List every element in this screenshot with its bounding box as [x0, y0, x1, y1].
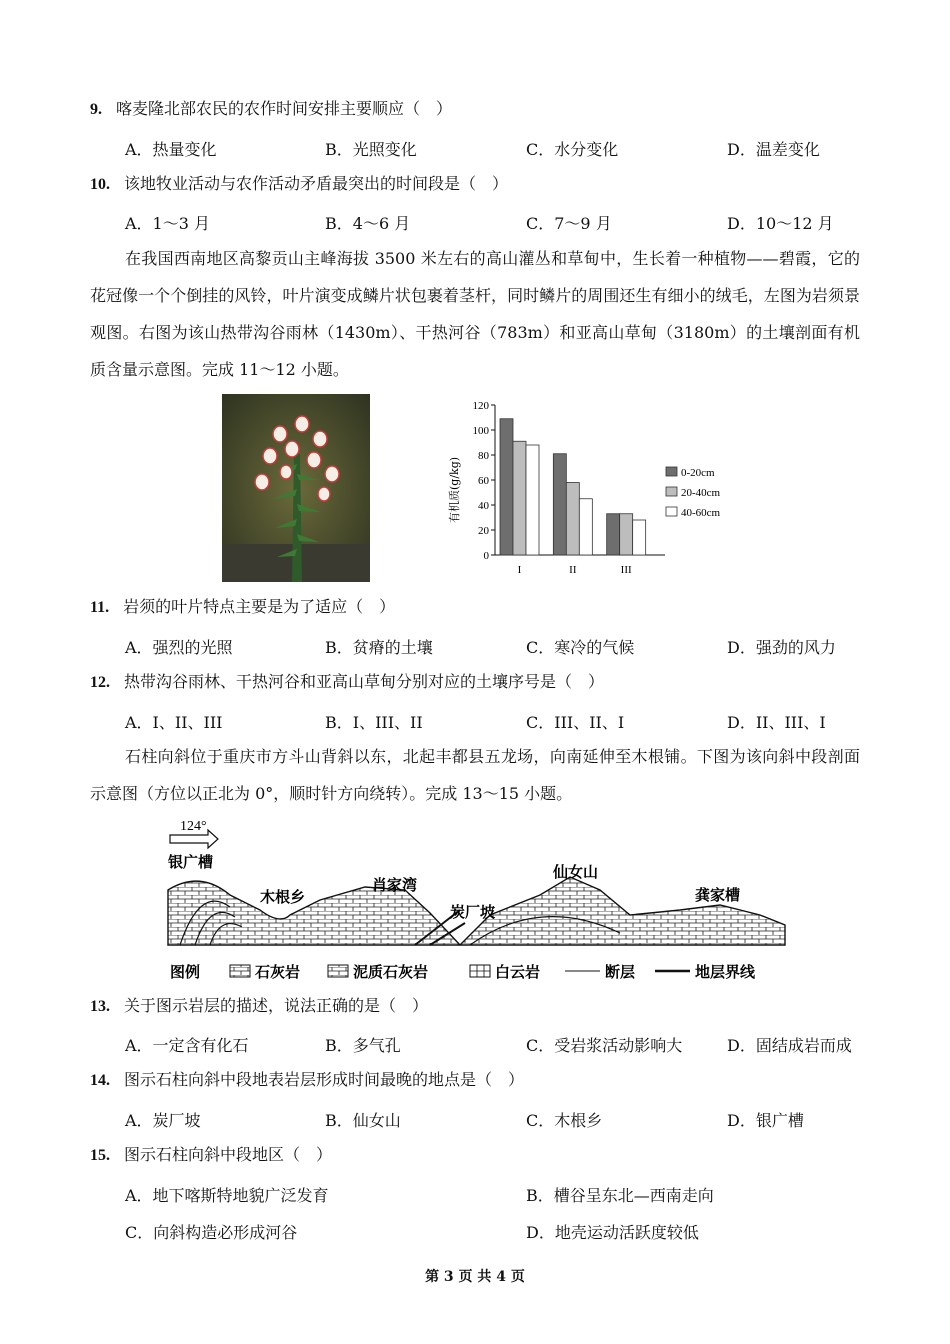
option-c[interactable]: C．向斜构造必形成河谷 [125, 1223, 298, 1242]
option-c[interactable]: C．7～9 月 [526, 214, 612, 233]
options-10 [125, 211, 865, 233]
soil-organic-matter-chart [440, 395, 740, 585]
place-label: 木根乡 [260, 888, 306, 906]
y-tick-label: 80 [478, 450, 489, 462]
question-text: 关于图示岩层的描述，说法正确的是（ ） [124, 996, 429, 1015]
option-c[interactable]: C．木根乡 [526, 1111, 603, 1130]
option-d[interactable]: D．强劲的风力 [727, 638, 836, 657]
bar-40-60cm [526, 445, 539, 555]
option-a[interactable]: A．一定含有化石 [125, 1036, 249, 1055]
option-a[interactable]: A．强烈的光照 [125, 638, 233, 657]
plant-photo [222, 394, 370, 582]
option-d[interactable]: D．地壳运动活跃度较低 [526, 1223, 699, 1242]
legend-swatch [666, 467, 677, 476]
bar-0-20cm [607, 514, 620, 555]
question-text: 该地牧业活动与农作活动矛盾最突出的时间段是（ ） [124, 174, 509, 193]
question-text: 热带沟谷雨林、干热河谷和亚高山草甸分别对应的土壤序号是（ ） [124, 672, 605, 691]
question-number: 9. [90, 101, 102, 118]
passage-plant: 在我国西南地区高黎贡山主峰海拔 3500 米左右的高山灌丛和草甸中，生长着一种植物——碧霞，它的花冠像一个个倒挂的风铃，叶片演变成鳞片状包裹着茎杆，同时鳞片的周围还生有细小的绒毛，左图为岩须景观图。右图为该山热带沟谷雨林（1430m）、干热河谷（783m）和亚高山草甸（3180m）的土壤剖面有机质含量示意图。完成 11～12 小题。 [90, 249, 860, 379]
options-12 [125, 710, 865, 732]
legend-label: 40-60cm [681, 507, 721, 519]
option-c[interactable]: C．III、II、I [526, 713, 625, 732]
option-d[interactable]: D．银广槽 [727, 1111, 804, 1130]
options-11 [125, 635, 865, 657]
option-b[interactable]: B．多气孔 [325, 1036, 401, 1055]
question-10 [90, 174, 508, 195]
bar-20-40cm [566, 483, 579, 556]
bar-20-40cm [620, 514, 633, 555]
bar-40-60cm [579, 499, 592, 555]
x-tick-label: II [569, 564, 577, 576]
bar-40-60cm [633, 520, 646, 555]
legend-item: 石灰岩 [255, 963, 301, 981]
bar-20-40cm [513, 441, 526, 555]
question-text: 岩须的叶片特点主要是为了适应（ ） [123, 597, 396, 616]
y-tick-label: 60 [478, 475, 489, 487]
y-tick-label: 120 [472, 400, 489, 412]
page-footer: 第 3 页 共 4 页 [425, 1269, 525, 1285]
options-15-row2 [125, 1220, 865, 1242]
question-text: 图示石柱向斜中段地表岩层形成时间最晚的地点是（ ） [124, 1070, 525, 1089]
question-14 [90, 1070, 524, 1091]
question-text: 喀麦隆北部农民的农作时间安排主要顺应（ ） [116, 99, 453, 118]
option-b[interactable]: B．贫瘠的土壤 [325, 638, 433, 657]
place-label: 龚家槽 [695, 886, 741, 904]
question-13 [90, 996, 428, 1017]
legend-title: 图例 [170, 963, 201, 981]
question-number: 12. [90, 674, 110, 691]
options-15-row1 [125, 1183, 865, 1205]
options-14 [125, 1108, 865, 1130]
option-a[interactable]: A．炭厂坡 [125, 1111, 201, 1130]
options-9 [125, 137, 865, 159]
place-label: 银广槽 [168, 853, 214, 871]
option-a[interactable]: A．I、II、III [125, 713, 223, 732]
question-15 [90, 1145, 332, 1166]
place-label: 肖家湾 [372, 876, 418, 894]
question-number: 14. [90, 1072, 110, 1089]
option-d[interactable]: D．II、III、I [727, 713, 826, 732]
option-c[interactable]: C．受岩浆活动影响大 [526, 1036, 683, 1055]
geologic-section-diagram [160, 815, 795, 990]
option-a[interactable]: A．1～3 月 [125, 214, 211, 233]
option-a[interactable]: A．热量变化 [125, 140, 217, 159]
option-c[interactable]: C．寒冷的气候 [526, 638, 635, 657]
place-label: 炭厂坡 [450, 903, 496, 921]
option-a[interactable]: A．地下喀斯特地貌广泛发育 [125, 1186, 329, 1205]
question-9 [90, 99, 452, 120]
legend-item: 断层 [605, 963, 636, 981]
legend-swatch [666, 507, 677, 516]
options-13 [125, 1033, 865, 1055]
bar-0-20cm [553, 454, 566, 555]
bar-0-20cm [500, 419, 513, 555]
azimuth-label: 124° [180, 819, 207, 834]
y-tick-label: 0 [483, 550, 489, 562]
legend-swatch [666, 487, 677, 496]
legend-label: 0-20cm [681, 467, 715, 479]
option-b[interactable]: B．仙女山 [325, 1111, 401, 1130]
option-b[interactable]: B．光照变化 [325, 140, 417, 159]
question-11 [90, 597, 395, 618]
question-number: 10. [90, 176, 110, 193]
question-number: 15. [90, 1147, 110, 1164]
x-tick-label: III [620, 564, 632, 576]
y-axis-label: 有机质(g/kg) [448, 456, 461, 524]
question-number: 13. [90, 998, 110, 1015]
y-tick-label: 100 [472, 425, 489, 437]
question-12 [90, 672, 604, 693]
option-d[interactable]: D．10～12 月 [727, 214, 834, 233]
y-tick-label: 20 [478, 525, 489, 537]
legend-item: 白云岩 [495, 963, 541, 981]
option-b[interactable]: B．I、III、II [325, 713, 423, 732]
legend-item: 泥质石灰岩 [353, 963, 429, 981]
question-number: 11. [90, 599, 110, 616]
option-d[interactable]: D．固结成岩而成 [727, 1036, 852, 1055]
option-b[interactable]: B．4～6 月 [325, 214, 411, 233]
option-b[interactable]: B．槽谷呈东北—西南走向 [526, 1186, 714, 1205]
y-tick-label: 40 [478, 500, 489, 512]
option-c[interactable]: C．水分变化 [526, 140, 619, 159]
legend-label: 20-40cm [681, 487, 721, 499]
question-text: 图示石柱向斜中段地区（ ） [124, 1145, 333, 1164]
place-label: 仙女山 [553, 863, 599, 881]
x-tick-label: I [517, 564, 522, 576]
passage-syncline: 石柱向斜位于重庆市方斗山背斜以东，北起丰都县五龙场，向南延伸至木根铺。下图为该向斜中段剖面示意图（方位以正北为 0°，顺时针方向绕转）。完成 13～15 小题。 [90, 747, 860, 803]
option-d[interactable]: D．温差变化 [727, 140, 820, 159]
legend-item: 地层界线 [695, 963, 756, 981]
